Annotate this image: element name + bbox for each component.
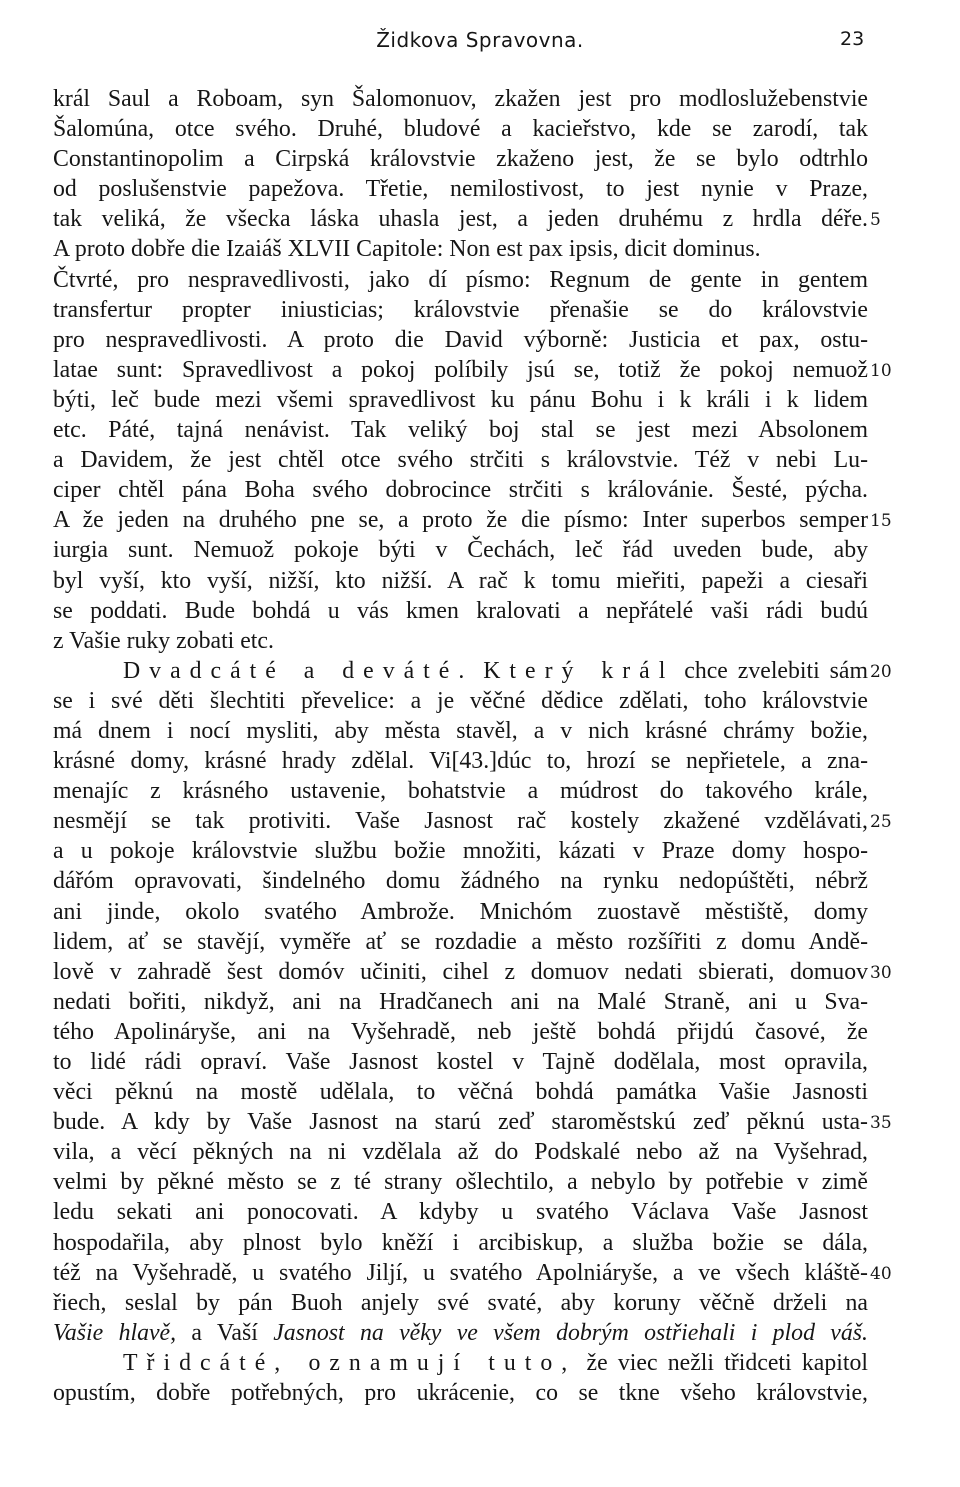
text-line: Šalomúna, otce svého. Druhé, bludové a kacieřstvo, kde se zarodí, tak: [53, 116, 868, 143]
text-line: bude. A kdy by Vaše Jasnost na starú zeď staroměstskú zeď pěknú usta-: [53, 1109, 868, 1136]
text-line: Constantinopolim a Cirpská královstvie zkaženo jest, že se bylo odtrhlo: [53, 146, 868, 173]
running-title: Židkova Spravovna.: [376, 28, 584, 52]
text-line: pro nespravedlivosti. A proto die David výborně: Justicia et pax, ostu-: [53, 326, 868, 353]
text-line: od poslušenstvie papežova. Třetie, nemilostivost, to jest nynie v Praze,: [53, 176, 868, 203]
text-line: tého Apolináryše, ani na Vyšehradě, neb ještě bohdá přijdú časové, že: [53, 1018, 868, 1045]
text-line: ledu sekati ani ponocovati. A kdyby u svatého Václava Vaše Jasnost: [53, 1199, 868, 1226]
text-span: a Vaší: [176, 1319, 274, 1346]
text-line: byl vyší, kto vyší, nižší, kto nižší. A rač k tomu mieřiti, papeži a ciesaři: [53, 567, 868, 594]
line-number: 35: [870, 1113, 892, 1134]
body-text: [53, 84, 868, 1408]
line-number: 10: [870, 360, 892, 381]
text-line: [53, 1318, 868, 1348]
text-line: král Saul a Roboam, syn Šalomonuov, zkažen jest pro modloslužebenstvie: [53, 86, 868, 112]
text-span: Třidcáté, oznamují tuto,: [123, 1349, 577, 1376]
text-line: nesmějí se tak protiviti. Vaše Jasnost rač kostely zkažené vzdělávati,: [53, 808, 868, 835]
page-number: 23: [840, 28, 865, 50]
text-line: hospodařila, aby plnost bylo kněží i arcibiskup, a služba božie se dála,: [53, 1229, 868, 1256]
text-line: má dnem i nocí mysliti, aby města stavěl, a v nich krásné chrámy božie,: [53, 717, 868, 744]
text-line: iurgia sunt. Nemuož pokoje býti v Čechách, leč řád uveden bude, aby: [53, 537, 868, 564]
text-span: Který král: [483, 657, 675, 684]
text-line: se i své děti šlechtiti převelice: a je věčné dědice zdělati, toho královstvie: [53, 687, 868, 714]
text-span: Vašie hlavě,: [53, 1319, 177, 1346]
page-header: [0, 28, 960, 58]
text-line: tak veliká, že všecka láska uhasla jest, a jeden druhému z hrdla déře.: [53, 206, 868, 233]
text-span: Jasnost na věky ve všem dobrým ostřiehali i plod váš.: [273, 1319, 868, 1346]
text-line: věci pěknú na mostě udělala, to věčná bohdá památka Vašie Jasnosti: [53, 1079, 868, 1106]
line-number: 40: [870, 1263, 892, 1284]
text-span: chce zvelebiti sám: [674, 657, 868, 684]
line-number: 15: [870, 511, 892, 532]
text-line: z Vašie ruky zobati etc.: [53, 627, 274, 654]
text-span: že viec nežli třidceti kapitol: [576, 1349, 868, 1376]
text-line: to lidé rádi opraví. Vaše Jasnost kostel v Tajně dodělala, most opravila,: [53, 1049, 868, 1075]
text-line: opustím, dobře potřebných, pro ukrácenie, co se tkne všeho královstvie,: [53, 1380, 868, 1407]
text-line: býti, leč bude mezi všemi spravedlivost ku pánu Bohu i k králi i k lidem: [53, 386, 868, 413]
text-line: A že jeden na druhého pne se, a proto že die písmo: Inter superbos semper: [53, 507, 868, 534]
text-line: dářóm opravovati, šindelného domu žádného na rynku nedopúštěti, nébrž: [53, 868, 868, 895]
text-line: A proto dobře die Izaiáš XLVII Capitole: Non est pax ipsis, dicit dominus.: [53, 236, 761, 263]
text-line: ciper chtěl pána Boha svého dobrocince strčiti s královánie. Šesté, pýcha.: [53, 477, 868, 504]
text-line: etc. Páté, tajná nenávist. Tak veliký boj stal se jest mezi Absolonem: [53, 417, 868, 444]
text-line: Čtvrté, pro nespravedlivosti, jako dí písmo: Regnum de gente in gentem: [53, 266, 868, 293]
text-line: krásné domy, krásné hrady zdělal. Vi[43.]dúc to, hrozí se nepřietele, a zna-: [53, 748, 868, 775]
text-line: lově v zahradě šest domóv učiniti, cihel z domuov nedati sbierati, domuov: [53, 958, 868, 985]
text-line: menajíc z krásného ustavenie, bohatstvie a múdrost do takového krále,: [53, 778, 868, 805]
text-line: ani jinde, okolo svatého Ambrože. Mnichóm zuostavě městiště, domy: [53, 898, 868, 925]
text-line: a u pokoje královstvie službu božie množiti, kázati v Praze domy hospo-: [53, 838, 868, 865]
line-number: 25: [870, 812, 892, 833]
text-line: se poddati. Bude bohdá u vás kmen kralovati a nepřátelé vaši rádi budú: [53, 597, 868, 624]
text-line: též na Vyšehradě, u svatého Jiljí, u svatého Apolniáryše, a ve všech kláště-: [53, 1259, 868, 1286]
text-line: řiech, seslal by pán Buoh anjely své svaté, aby koruny věčně drželi na: [53, 1289, 868, 1316]
text-line: a Davidem, že jest chtěl otce svého strčiti s královstvie. Též v nebi Lu-: [53, 447, 868, 474]
text-line: latae sunt: Spravedlivost a pokoj políbily jsú se, totiž že pokoj nemuož: [53, 356, 868, 383]
text-line: lidem, ať se stavějí, vyměře ať se rozdadie a město rozšířiti z domu Andě-: [53, 928, 868, 955]
line-number: 20: [870, 661, 892, 682]
line-number: 30: [870, 962, 892, 983]
text-line: nedati bořiti, nikdyž, ani na Hradčanech ani na Malé Straně, ani u Sva-: [53, 988, 868, 1015]
text-line: vila, a věcí pěkných na ni vzdělala až do Podskalé nebo až na Vyšehrad,: [53, 1139, 868, 1166]
line-number: 5: [870, 210, 881, 231]
text-line: velmi by pěkné město se z té strany ošlechtilo, a nebylo by potřebie v zimě: [53, 1169, 868, 1196]
text-span: Dvadcáté a deváté.: [123, 657, 474, 684]
text-line: [53, 1348, 868, 1378]
text-line: transfertur propter iniusticias; královstvie přenašie se do královstvie: [53, 296, 868, 323]
text-line: [53, 656, 868, 686]
